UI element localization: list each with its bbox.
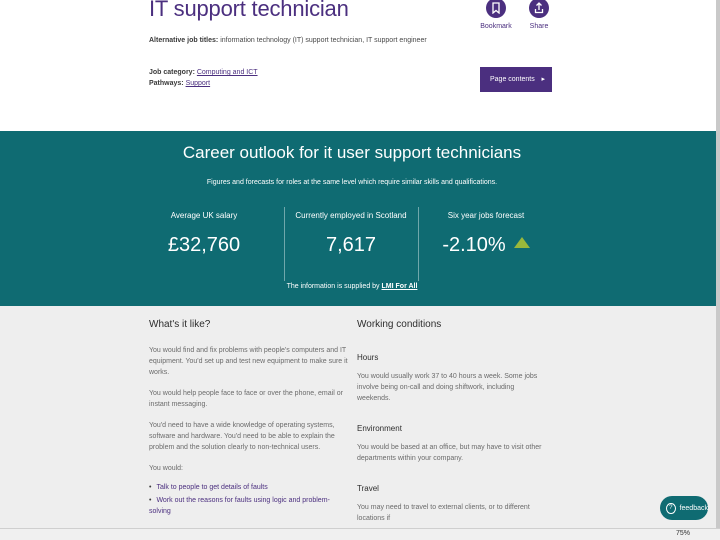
- list-item: • Talk to people to get details of faults: [149, 482, 349, 493]
- alt-titles-value: information technology (IT) support technician, IT support engineer: [220, 37, 427, 44]
- share-icon: [529, 0, 549, 18]
- browser-status-bar: [0, 528, 720, 540]
- outlook-subtitle: Figures and forecasts for roles at the same level which require similar skills and qualifications.: [206, 179, 498, 186]
- lmi-source: [0, 283, 704, 290]
- job-category-label: Job category:: [149, 69, 195, 76]
- page-contents-button[interactable]: [480, 67, 552, 92]
- career-outlook: [0, 131, 716, 306]
- feedback-label: feedback: [679, 504, 708, 512]
- share-label: Share: [529, 23, 549, 30]
- whats-it-like-heading: What's it like?: [149, 319, 211, 330]
- chevron-right-icon: ▸: [541, 76, 545, 83]
- stat-value-row: [422, 234, 550, 257]
- lmi-prefix: The information is supplied by: [286, 283, 380, 290]
- stat-label: Average UK salary: [170, 211, 238, 220]
- travel-text: You may need to travel to external clients, or to different locations if: [357, 504, 530, 522]
- outlook-title: Career outlook for it user support technicians: [182, 143, 522, 162]
- stat-value: £32,760: [167, 234, 241, 256]
- bookmark-label: Bookmark: [480, 23, 512, 30]
- stat-divider: [418, 207, 419, 281]
- working-conditions-section: [357, 306, 547, 524]
- pathways-link[interactable]: Support: [185, 80, 211, 87]
- trend-up-icon: [514, 237, 530, 248]
- stat-average-salary: [140, 211, 268, 257]
- paragraph: You would help people face to face or over the phone, email or instant messaging.: [149, 390, 343, 408]
- stat-label: Six year jobs forecast: [447, 211, 525, 220]
- stat-value: 7,617: [325, 234, 377, 256]
- paragraph: You'd need to have a wide knowledge of operating systems, software and hardware. You'd need to be able to explain the problem and the solution clearly to non-technical users.: [149, 422, 335, 451]
- paragraph: You would find and fix problems with people's computers and IT equipment. You'd set up and test new equipment to make sure it works.: [149, 347, 348, 376]
- hours-text: You would usually work 37 to 40 hours a week. Some jobs involve being on-call and doing shiftwork, including weekends.: [357, 373, 538, 402]
- working-conditions-heading: Working conditions: [357, 319, 442, 330]
- page-contents-label: Page contents: [490, 76, 535, 83]
- alternative-job-titles: [149, 37, 427, 44]
- stat-label: Currently employed in Scotland: [295, 211, 407, 220]
- pathways: [149, 80, 210, 87]
- list-item: • Work out the reasons for faults using logic and problem-solving: [149, 495, 349, 517]
- pathways-label: Pathways:: [149, 80, 184, 87]
- travel-heading: Travel: [357, 484, 379, 493]
- bookmark-icon: [486, 0, 506, 18]
- stat-value: -2.10%: [442, 234, 506, 256]
- vertical-scrollbar[interactable]: [716, 0, 720, 540]
- share-button[interactable]: [514, 0, 564, 30]
- you-would-label: You would:: [149, 465, 183, 472]
- stat-jobs-forecast: [422, 211, 550, 257]
- feedback-button[interactable]: [660, 496, 708, 520]
- feedback-icon: ?: [666, 503, 676, 514]
- job-category: [149, 69, 258, 76]
- stat-employed-scotland: [287, 211, 415, 257]
- main-content: [0, 306, 716, 528]
- hours-heading: Hours: [357, 353, 379, 362]
- environment-text: You would be based at an office, but may have to visit other departments within your company.: [357, 444, 542, 462]
- whats-it-like-section: [149, 306, 349, 517]
- job-category-link[interactable]: Computing and ICT: [196, 69, 258, 76]
- lmi-for-all-link[interactable]: LMI For All: [381, 283, 418, 290]
- zoom-level[interactable]: 75%: [676, 530, 691, 537]
- job-header: [0, 0, 720, 131]
- alt-titles-label: Alternative job titles:: [149, 37, 219, 44]
- page-title: IT support technician: [149, 0, 349, 21]
- stat-divider: [284, 207, 285, 281]
- environment-heading: Environment: [357, 424, 402, 433]
